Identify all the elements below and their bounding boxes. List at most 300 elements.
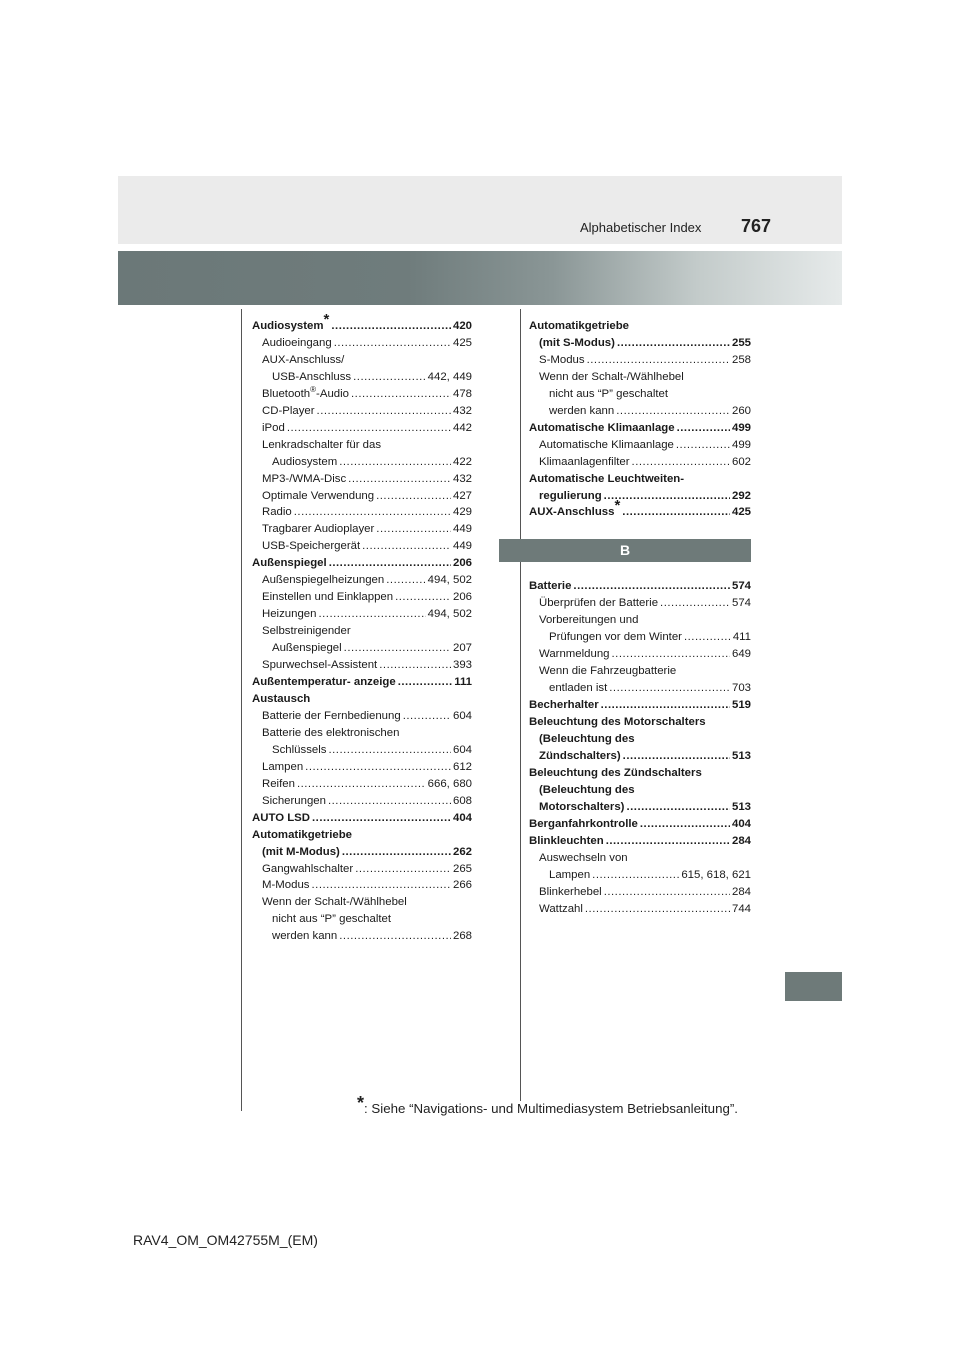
entry-term <box>539 663 676 680</box>
entry-page-ref: 649 <box>731 648 751 661</box>
index-entry <box>252 488 472 505</box>
entry-term <box>262 606 316 623</box>
entry-term-text: MP3-/WMA-Disc <box>262 472 347 485</box>
entry-term <box>262 844 340 861</box>
entry-term <box>262 386 349 403</box>
entry-page-ref: 207 <box>452 642 472 655</box>
index-column-right-b-entries <box>529 578 751 917</box>
entry-term <box>262 335 332 352</box>
index-entry <box>252 877 472 894</box>
index-entry <box>252 437 472 454</box>
leader-dots <box>376 488 451 505</box>
index-column-right <box>529 318 751 918</box>
entry-term <box>252 810 310 827</box>
entry-page-ref: 266 <box>452 879 472 892</box>
entry-term <box>262 623 351 640</box>
entry-term-text: Außentemperatur- anzeige <box>252 676 396 689</box>
entry-term <box>529 471 684 488</box>
leader-dots <box>318 606 425 623</box>
leader-dots <box>626 799 730 816</box>
leader-dots <box>297 776 426 793</box>
index-entry <box>252 928 472 945</box>
index-entry <box>252 589 472 606</box>
entry-term-text: (Beleuchtung des <box>539 733 635 746</box>
entry-term <box>262 861 353 878</box>
entry-term-text: nicht aus “P” geschaltet <box>272 913 392 926</box>
entry-page-ref: 432 <box>452 472 472 485</box>
index-entry <box>529 454 751 471</box>
entry-term <box>529 816 638 833</box>
index-entry <box>252 776 472 793</box>
entry-term <box>262 352 344 369</box>
index-entry <box>529 488 751 505</box>
index-entry <box>529 612 751 629</box>
index-entry <box>252 386 472 403</box>
entry-term-text: entladen ist <box>549 682 608 695</box>
entry-page-ref: 513 <box>731 749 751 762</box>
index-entry <box>252 521 472 538</box>
entry-term <box>262 776 295 793</box>
entry-term <box>272 928 337 945</box>
entry-page-ref: 425 <box>731 506 751 519</box>
entry-term <box>262 877 309 894</box>
entry-term <box>262 420 285 437</box>
entry-page-ref: 393 <box>452 659 472 672</box>
entry-page-ref: 206 <box>452 591 472 604</box>
entry-term <box>539 850 628 867</box>
leader-dots <box>355 861 451 878</box>
entry-term-text: Sicherungen <box>262 794 326 807</box>
index-entry <box>252 352 472 369</box>
entry-page-ref: 449 <box>452 540 472 553</box>
index-entry <box>529 629 751 646</box>
entry-term-text: S-Modus <box>539 353 585 366</box>
entry-term-text: Gangwahlschalter <box>262 862 354 875</box>
entry-term-text: Lenkradschalter für das <box>262 438 382 451</box>
entry-term <box>529 833 604 850</box>
entry-term <box>272 742 326 759</box>
index-entry <box>529 497 751 521</box>
index-entry <box>529 318 751 335</box>
entry-term <box>539 352 585 369</box>
entry-term-text: Batterie der Fernbedienung <box>262 709 401 722</box>
entry-term <box>262 521 374 538</box>
index-entry <box>529 697 751 714</box>
index-entry <box>529 901 751 918</box>
entry-term-text: Auswechseln von <box>539 851 628 864</box>
entry-term <box>529 497 621 521</box>
index-entry <box>252 403 472 420</box>
entry-page-ref: 427 <box>452 489 472 502</box>
index-entry <box>252 504 472 521</box>
entry-page-ref: 284 <box>731 834 751 847</box>
entry-page-ref: 442, 449 <box>427 370 472 383</box>
entry-term-text: Schlüssels <box>272 743 327 756</box>
entry-term-text: Tragbarer Audioplayer <box>262 523 375 536</box>
entry-term <box>549 867 590 884</box>
entry-term-text: nicht aus “P” geschaltet <box>549 387 669 400</box>
entry-term <box>529 318 629 335</box>
leader-dots <box>677 420 730 437</box>
entry-term <box>539 901 583 918</box>
index-entry <box>529 335 751 352</box>
entry-term-text: Lampen <box>262 760 304 773</box>
leader-dots <box>328 793 451 810</box>
entry-term <box>252 691 310 708</box>
leader-dots <box>622 504 730 521</box>
entry-term-text: Selbstreinigender <box>262 625 351 638</box>
entry-page-ref: 425 <box>452 336 472 349</box>
index-entry <box>252 657 472 674</box>
entry-page-ref: 422 <box>452 455 472 468</box>
entry-term-text: Austausch <box>252 692 311 705</box>
leader-dots <box>342 844 451 861</box>
section-title: Alphabetischer Index <box>580 220 702 235</box>
entry-term-text: Automatische Klimaanlage <box>539 438 674 451</box>
leader-dots <box>379 657 451 674</box>
entry-term <box>529 420 675 437</box>
entry-term <box>539 782 635 799</box>
leader-dots <box>623 748 730 765</box>
leader-dots <box>339 928 451 945</box>
leader-dots <box>328 742 451 759</box>
index-entry <box>252 555 472 572</box>
entry-term <box>539 437 674 454</box>
index-entry <box>252 742 472 759</box>
footnote-star-marker: * <box>614 497 621 515</box>
entry-term-text: Automatikgetriebe <box>252 828 353 841</box>
leader-dots <box>287 420 451 437</box>
entry-term <box>549 403 614 420</box>
footnote-star-marker: * <box>323 311 330 328</box>
entry-term-text: Zündschalters) <box>539 749 621 762</box>
footnote-text: : Siehe “Navigations- und Multimediasystem Betriebsanleitung”. <box>364 1101 738 1116</box>
chapter-tab-marker <box>785 972 842 1001</box>
leader-dots <box>317 403 451 420</box>
entry-term <box>262 657 377 674</box>
index-entry <box>252 369 472 386</box>
index-entry <box>252 623 472 640</box>
index-entry <box>529 884 751 901</box>
index-entry <box>529 680 751 697</box>
entry-term-suffix: -Audio <box>316 387 349 400</box>
entry-term-text: Außenspiegel <box>252 557 327 570</box>
entry-term <box>262 759 303 776</box>
leader-dots <box>386 572 425 589</box>
entry-term-text: (Beleuchtung des <box>539 783 635 796</box>
entry-term-text: AUX-Anschluss/ <box>262 353 345 366</box>
entry-page-ref: 703 <box>731 682 751 695</box>
entry-term-text: CD-Player <box>262 404 315 417</box>
entry-term-text: Audiosystem <box>252 320 324 332</box>
leader-dots <box>311 877 451 894</box>
leader-dots <box>362 538 451 555</box>
entry-term <box>529 697 599 714</box>
entry-term <box>262 471 346 488</box>
leader-dots <box>617 335 730 352</box>
entry-term-text: Blinkleuchten <box>529 834 604 847</box>
entry-term-text: AUX-Anschluss <box>529 506 615 519</box>
entry-page-ref: 292 <box>731 489 751 502</box>
entry-page-ref: 411 <box>732 631 751 644</box>
entry-page-ref: 442 <box>452 421 472 434</box>
entry-term <box>539 488 602 505</box>
left-margin-rule <box>241 309 242 1111</box>
index-entry <box>252 911 472 928</box>
index-entry <box>529 782 751 799</box>
entry-term-text: Becherhalter <box>529 699 599 712</box>
entry-page-ref: 404 <box>731 817 751 830</box>
footnote-marker: * <box>357 1093 365 1113</box>
entry-term <box>252 674 396 691</box>
page-number: 767 <box>741 216 772 236</box>
entry-term <box>262 708 401 725</box>
leader-dots <box>604 884 730 901</box>
index-entry <box>252 606 472 623</box>
entry-term <box>262 437 381 454</box>
entry-term-text: Reifen <box>262 777 295 790</box>
entry-term-text: M-Modus <box>262 879 310 892</box>
entry-term-text: Optimale Verwendung <box>262 489 375 502</box>
entry-page-ref: 268 <box>452 930 472 943</box>
entry-term <box>262 793 326 810</box>
leader-dots <box>334 335 451 352</box>
index-entry <box>529 437 751 454</box>
entry-term-text: (mit M-Modus) <box>262 845 340 858</box>
entry-page-ref: 494, 502 <box>427 574 472 587</box>
entry-term <box>539 748 621 765</box>
entry-page-ref: 519 <box>731 699 751 712</box>
index-entry <box>529 816 751 833</box>
index-column-left <box>252 311 472 945</box>
entry-term-text: Motorschalters) <box>539 800 625 813</box>
entry-page-ref: 666, 680 <box>427 777 472 790</box>
index-entry <box>252 311 472 335</box>
leader-dots <box>351 386 451 403</box>
entry-term <box>539 335 615 352</box>
entry-page-ref: 574 <box>731 580 751 593</box>
entry-page-ref: 429 <box>452 506 472 519</box>
leader-dots <box>587 352 730 369</box>
entry-term <box>262 403 315 420</box>
leader-dots <box>612 646 730 663</box>
entry-term-text: Außenspiegel <box>272 642 342 655</box>
entry-term <box>252 311 330 335</box>
entry-term-text: Automatische Leuchtweiten- <box>529 472 685 485</box>
entry-term-text: Automatikgetriebe <box>529 320 630 332</box>
column-divider-rule <box>520 309 521 1101</box>
entry-page-ref: 478 <box>452 387 472 400</box>
index-entry <box>529 386 751 403</box>
leader-dots <box>616 403 730 420</box>
entry-page-ref: 432 <box>452 404 472 417</box>
index-entry <box>252 725 472 742</box>
entry-term <box>272 454 337 471</box>
entry-term <box>272 911 391 928</box>
leader-dots <box>684 629 731 646</box>
entry-term <box>262 572 384 589</box>
leader-dots <box>312 810 451 827</box>
leader-dots <box>604 488 730 505</box>
entry-term-text: werden kann <box>272 930 338 943</box>
index-entry <box>529 403 751 420</box>
entry-term-text: werden kann <box>549 404 615 417</box>
entry-term-text: Heizungen <box>262 608 317 621</box>
entry-page-ref: 284 <box>731 885 751 898</box>
index-entry <box>529 578 751 595</box>
entry-page-ref: 265 <box>452 862 472 875</box>
index-entry <box>529 833 751 850</box>
leader-dots <box>344 640 451 657</box>
entry-page-ref: 255 <box>731 336 751 349</box>
entry-term-text: Automatische Klimaanlage <box>529 421 675 434</box>
entry-term-text: AUTO LSD <box>252 811 311 824</box>
entry-term-text: Beleuchtung des Motorschalters <box>529 716 706 729</box>
index-entry <box>529 595 751 612</box>
index-entry <box>529 850 751 867</box>
registered-mark: ® <box>310 385 317 395</box>
leader-dots <box>329 555 451 572</box>
entry-page-ref: 602 <box>731 455 751 468</box>
entry-page-ref: 449 <box>452 523 472 536</box>
entry-term <box>262 589 393 606</box>
header-gradient-bar <box>118 251 842 305</box>
index-entry <box>252 640 472 657</box>
entry-page-ref: 420 <box>452 320 472 332</box>
index-entry <box>529 663 751 680</box>
index-entry <box>252 827 472 844</box>
entry-term <box>262 504 292 521</box>
entry-term-text: Audioeingang <box>262 336 332 349</box>
entry-term <box>262 488 374 505</box>
index-entry <box>529 765 751 782</box>
entry-page-ref: 258 <box>731 353 751 366</box>
index-entry <box>529 352 751 369</box>
entry-term <box>539 612 638 629</box>
entry-term <box>539 454 630 471</box>
entry-term-text: Warnmeldung <box>539 648 610 661</box>
index-entry <box>252 844 472 861</box>
index-entry <box>252 572 472 589</box>
entry-page-ref: 499 <box>731 438 751 451</box>
entry-page-ref: 604 <box>452 709 472 722</box>
leader-dots <box>376 521 451 538</box>
leader-dots <box>640 816 730 833</box>
index-entry <box>529 867 751 884</box>
index-entry <box>252 335 472 352</box>
entry-page-ref: 615, 618, 621 <box>681 868 751 881</box>
footnote <box>357 1093 738 1118</box>
index-entry <box>529 646 751 663</box>
index-entry <box>529 471 751 488</box>
leader-dots <box>632 454 730 471</box>
entry-term <box>549 629 682 646</box>
leader-dots <box>573 578 730 595</box>
entry-page-ref: 612 <box>452 760 472 773</box>
index-entry <box>252 894 472 911</box>
entry-term <box>272 640 342 657</box>
entry-term-text: USB-Anschluss <box>272 370 352 383</box>
entry-term-text: Batterie des elektronischen <box>262 726 400 739</box>
index-entry <box>252 691 472 708</box>
entry-page-ref: 604 <box>452 743 472 756</box>
index-entry <box>529 369 751 386</box>
entry-term-text: Batterie <box>529 580 572 593</box>
entry-term <box>252 555 327 572</box>
index-entry <box>252 810 472 827</box>
index-entry <box>252 708 472 725</box>
entry-term <box>529 714 706 731</box>
leader-dots <box>294 504 451 521</box>
leader-dots <box>331 318 451 335</box>
entry-term <box>272 369 351 386</box>
entry-term <box>262 894 407 911</box>
leader-dots <box>353 369 426 386</box>
entry-term-text: Wenn die Fahrzeugbatterie <box>539 665 677 678</box>
entry-term-text: Einstellen und Einklappen <box>262 591 394 604</box>
index-entry <box>529 799 751 816</box>
entry-term-text: Wenn der Schalt-/Wählhebel <box>539 370 684 383</box>
leader-dots <box>609 680 730 697</box>
leader-dots <box>348 471 451 488</box>
entry-term-text: Vorbereitungen und <box>539 614 639 627</box>
index-entry <box>252 793 472 810</box>
index-entry <box>529 748 751 765</box>
entry-page-ref: 608 <box>452 794 472 807</box>
document-code: RAV4_OM_OM42755M_(EM) <box>133 1232 318 1248</box>
entry-term-text: Überprüfen der Batterie <box>539 597 659 610</box>
entry-term-text: Bluetooth <box>262 387 311 400</box>
entry-page-ref: 499 <box>731 421 751 434</box>
entry-page-ref: 111 <box>454 676 472 689</box>
entry-page-ref: 744 <box>731 902 751 915</box>
index-entry <box>529 420 751 437</box>
entry-term <box>549 386 668 403</box>
index-entry <box>252 759 472 776</box>
leader-dots <box>339 454 451 471</box>
index-entry <box>252 420 472 437</box>
entry-term-text: USB-Speichergerät <box>262 540 361 553</box>
section-letter-bar: B <box>499 539 751 562</box>
entry-term-text: Beleuchtung des Zündschalters <box>529 766 702 779</box>
entry-term-text: (mit S-Modus) <box>539 336 615 349</box>
entry-page-ref: 574 <box>731 597 751 610</box>
index-entry <box>529 731 751 748</box>
entry-term <box>539 369 684 386</box>
index-column-right-a-entries <box>529 318 751 521</box>
index-entry <box>529 714 751 731</box>
entry-term-text: Lampen <box>549 868 591 881</box>
leader-dots <box>676 437 730 454</box>
entry-term <box>549 680 607 697</box>
entry-term-text: Außenspiegelheizungen <box>262 574 385 587</box>
entry-page-ref: 260 <box>731 404 751 417</box>
index-entry <box>252 538 472 555</box>
entry-term <box>539 884 602 901</box>
header-band <box>118 176 842 244</box>
leader-dots <box>585 901 730 918</box>
index-entry <box>252 674 472 691</box>
entry-page-ref: 404 <box>452 811 472 824</box>
index-entry <box>252 471 472 488</box>
entry-term-text: Spurwechsel-Assistent <box>262 659 378 672</box>
entry-page-ref: 206 <box>452 557 472 570</box>
entry-term-text: Wattzahl <box>539 902 583 915</box>
entry-page-ref: 494, 502 <box>427 608 472 621</box>
index-entry <box>252 454 472 471</box>
leader-dots <box>660 595 730 612</box>
entry-term-text: regulierung <box>539 489 602 502</box>
